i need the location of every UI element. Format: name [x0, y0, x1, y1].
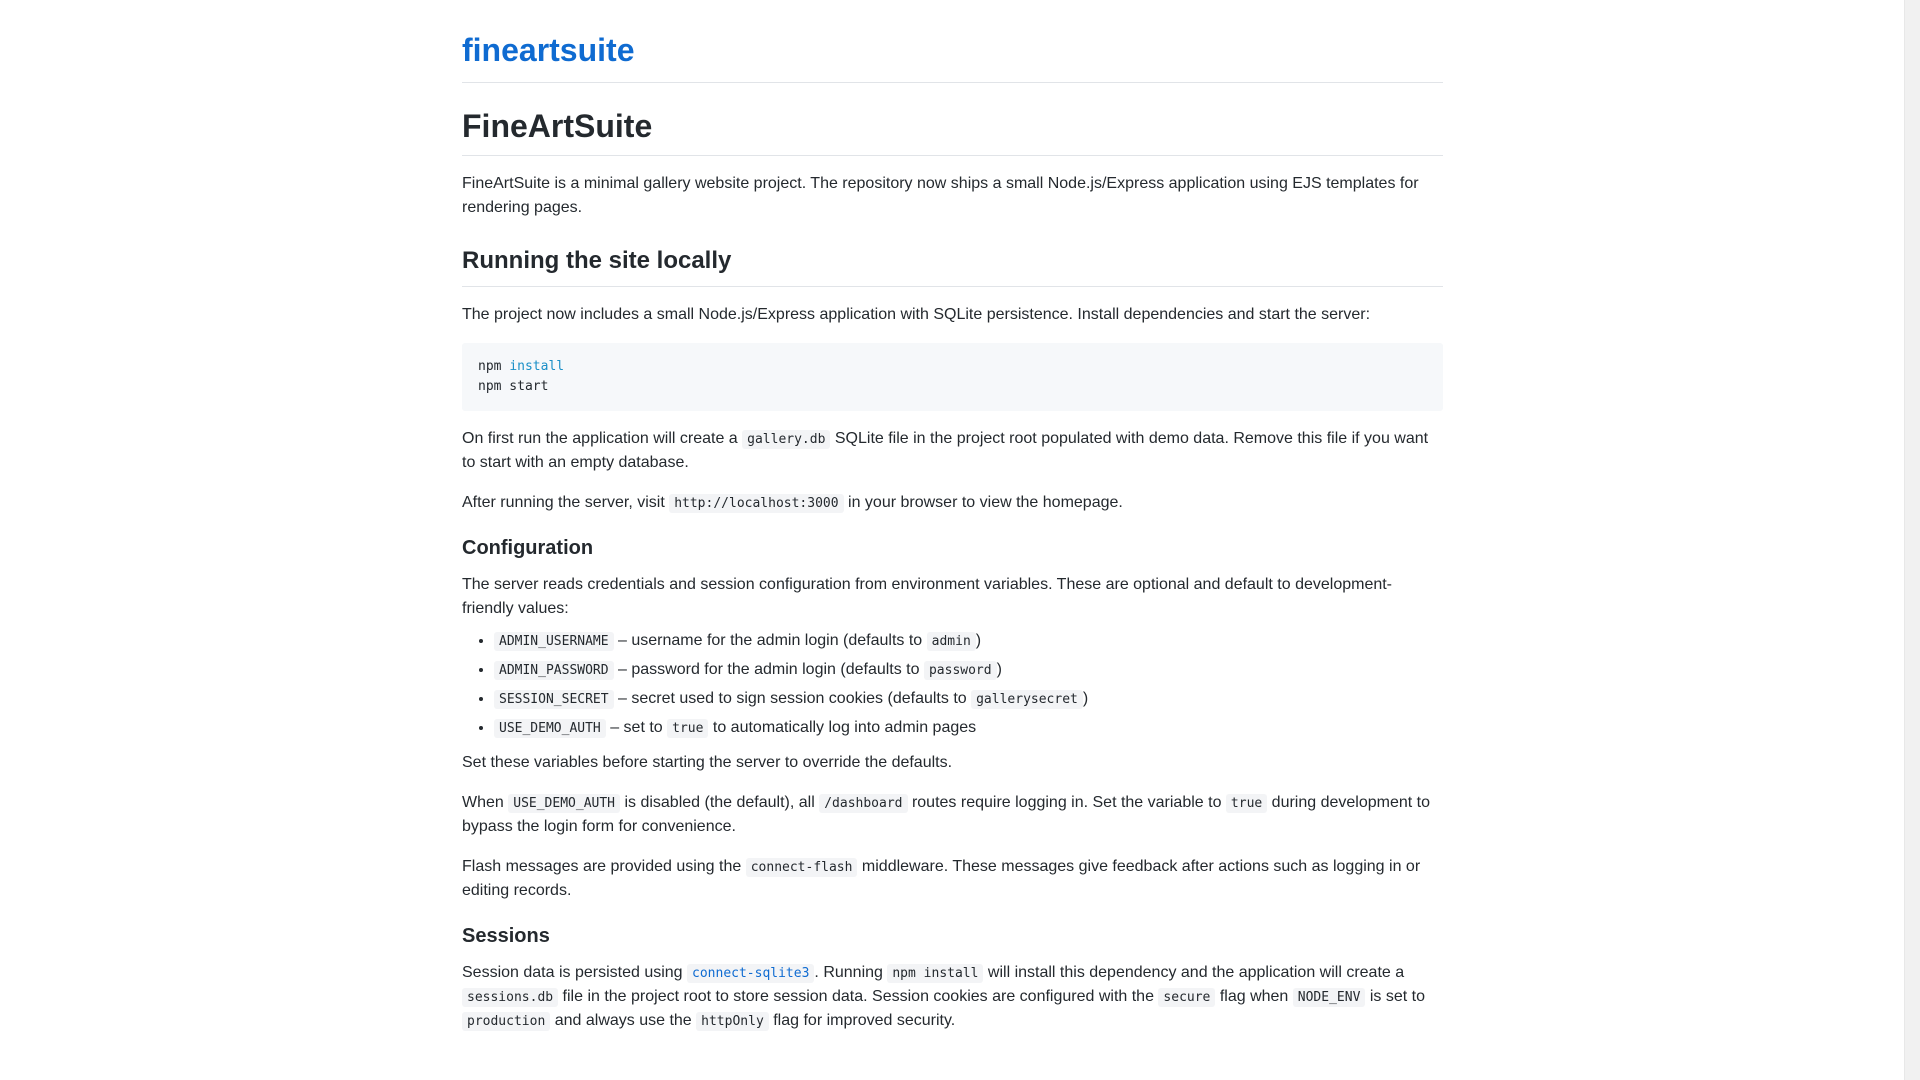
config-paragraph: The server reads credentials and session configuration from environment variables. These are optional and default to development-friendly values: — [462, 576, 1393, 617]
page-title: FineArtSuite — [462, 105, 1443, 156]
code-npm: npm — [478, 359, 502, 374]
heading-running-locally: Running the site locally — [462, 244, 1443, 287]
text-span: . Running — [814, 964, 888, 981]
text-span: – secret used to sign session cookies (defaults to — [613, 690, 972, 707]
text-span: to automatically log into admin pages — [708, 719, 977, 736]
text-span: Session data is persisted using — [462, 964, 688, 981]
text-span: – username for the admin login (defaults to — [613, 632, 927, 649]
env-var-list — [462, 629, 1443, 741]
env-var-code: ADMIN_USERNAME — [494, 632, 614, 651]
inline-code-gallery-db: gallery.db — [742, 430, 830, 449]
default-value-code: gallerysecret — [971, 690, 1083, 709]
text-span: – password for the admin login (defaults to — [613, 661, 924, 678]
text-span: – set to — [605, 719, 668, 736]
list-item — [494, 716, 1443, 741]
inline-code: USE_DEMO_AUTH — [508, 794, 620, 813]
text-span: is set to — [1365, 988, 1425, 1005]
default-value-code: admin — [927, 632, 976, 651]
inline-code-localhost: http://localhost:3000 — [669, 494, 843, 513]
env-var-code: USE_DEMO_AUTH — [494, 719, 606, 738]
site-title-link[interactable]: fineartsuite — [462, 0, 1443, 83]
text-span: ) — [1082, 690, 1089, 707]
text-span: is disabled (the default), all — [620, 794, 820, 811]
text-span: during development to bypass the login form for convenience. — [462, 794, 1431, 835]
inline-code: secure — [1158, 988, 1215, 1007]
text-span: will install this dependency and the application will create a — [983, 964, 1405, 981]
inline-code: npm install — [887, 964, 983, 983]
text-span: flag for improved security. — [768, 1012, 956, 1029]
env-var-code: ADMIN_PASSWORD — [494, 661, 614, 680]
first-run-paragraph — [462, 427, 1443, 475]
list-item — [494, 687, 1443, 712]
page-container — [462, 0, 1443, 1033]
text-span: flag when — [1215, 988, 1293, 1005]
heading-sessions: Sessions — [462, 925, 550, 947]
text-span: in your browser to view the homepage. — [843, 494, 1123, 511]
text-span: file in the project root to store session data. Session cookies are configured with the — [558, 988, 1159, 1005]
code-npm-start: npm start — [478, 379, 549, 394]
list-item — [494, 629, 1443, 654]
visit-paragraph — [462, 491, 1443, 515]
flash-paragraph — [462, 855, 1443, 903]
text-span: ) — [996, 661, 1002, 678]
install-code-block — [462, 343, 1443, 411]
default-value-code: password — [924, 661, 997, 680]
default-value-code: true — [667, 719, 708, 738]
text-span: and always use the — [550, 1012, 697, 1029]
text-span: SQLite file in the project root populated with demo data. Remove this file if you want to start with an empty database. — [462, 430, 1429, 471]
inline-code: connect-flash — [746, 858, 858, 877]
heading-configuration: Configuration — [462, 537, 594, 559]
inline-code: NODE_ENV — [1293, 988, 1366, 1007]
sessions-paragraph — [462, 961, 1443, 1033]
text-span: routes require logging in. Set the variable to — [907, 794, 1226, 811]
vertical-scrollbar[interactable] — [1904, 0, 1920, 1080]
demo-auth-paragraph — [462, 791, 1443, 839]
env-var-code: SESSION_SECRET — [494, 690, 614, 709]
text-span: On first run the application will create a — [462, 430, 743, 447]
inline-code: production — [462, 1012, 550, 1031]
inline-code: true — [1226, 794, 1267, 813]
inline-code: sessions.db — [462, 988, 558, 1007]
running-paragraph: The project now includes a small Node.js/Express application with SQLite persistence. Install dependencies and start the server: — [462, 306, 1371, 323]
text-span: ) — [975, 632, 982, 649]
code-install-keyword: install — [509, 359, 565, 374]
list-item — [494, 658, 1443, 683]
intro-paragraph: FineArtSuite is a minimal gallery website project. The repository now ships a small Node.js/Express application using EJS templates for rendering pages. — [462, 175, 1419, 216]
text-span: When — [462, 794, 509, 811]
inline-code: /dashboard — [819, 794, 907, 813]
text-span: middleware. These messages give feedback after actions such as logging in or editing records. — [462, 858, 1421, 899]
link-text[interactable]: connect-sqlite3 — [692, 966, 810, 981]
text-span: After running the server, visit — [462, 494, 670, 511]
override-paragraph: Set these variables before starting the server to override the defaults. — [462, 754, 953, 771]
inline-code: httpOnly — [696, 1012, 769, 1031]
text-span: Flash messages are provided using the — [462, 858, 746, 875]
connect-sqlite3-link[interactable] — [687, 964, 814, 983]
